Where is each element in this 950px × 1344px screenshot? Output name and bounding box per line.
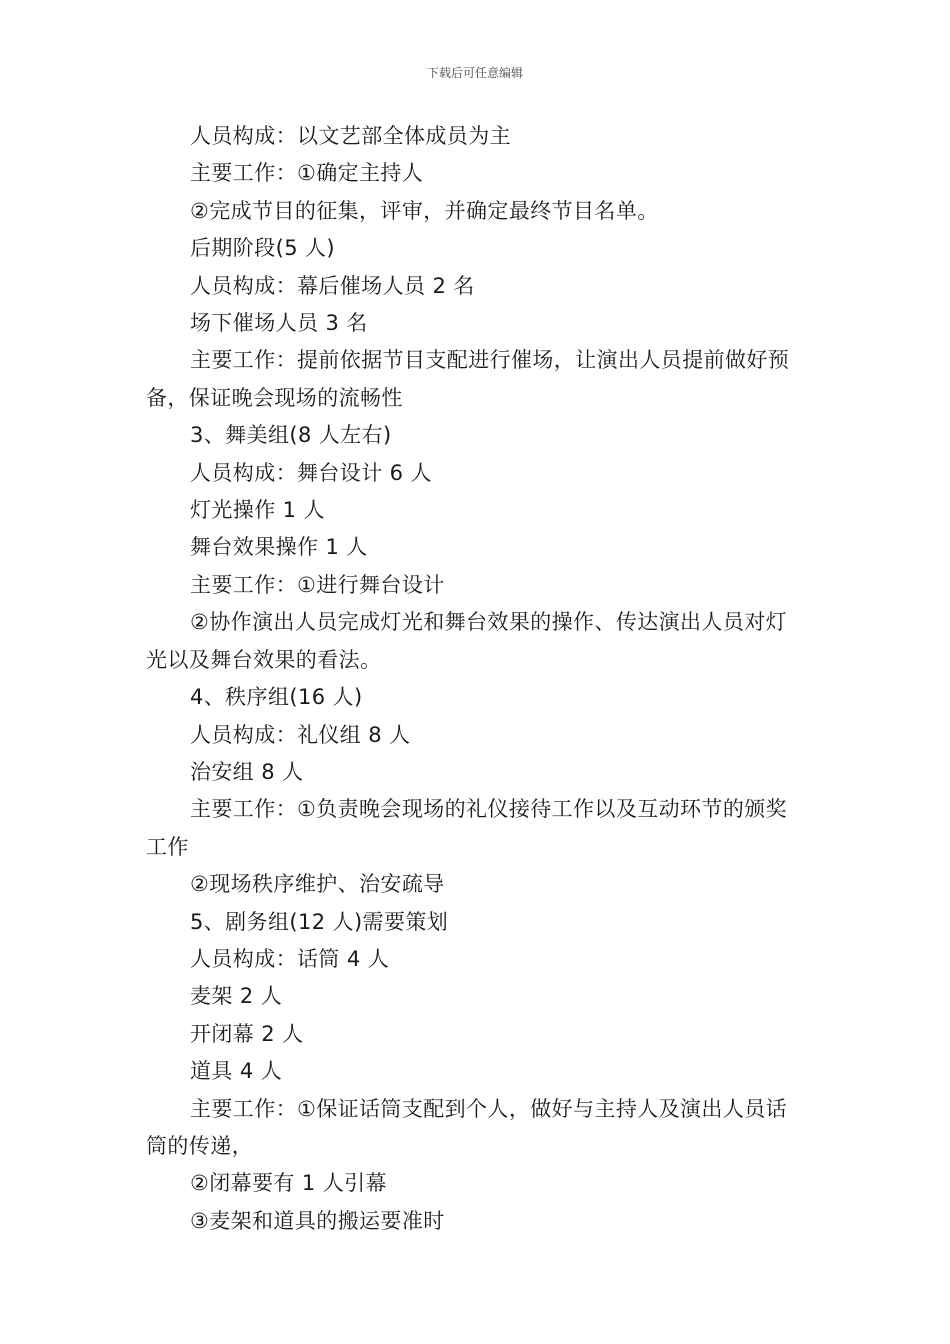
paragraph: 场下催场人员 3 名 (190, 311, 368, 336)
paragraph: 主要工作：①进行舞台设计 (190, 572, 445, 597)
paragraph: 主要工作：①保证话筒支配到个人，做好与主持人及演出人员话筒的传递， (146, 1096, 788, 1158)
paragraph: 人员构成：话筒 4 人 (190, 946, 390, 971)
paragraph: 人员构成：礼仪组 8 人 (190, 722, 411, 747)
section-heading: 4、秩序组(16 人) (190, 685, 363, 710)
paragraph: ②闭幕要有 1 人引幕 (190, 1171, 387, 1196)
paragraph: 治安组 8 人 (190, 759, 304, 784)
paragraph: 舞台效果操作 1 人 (190, 535, 368, 560)
paragraph: 灯光操作 1 人 (190, 498, 325, 523)
paragraph: 人员构成：幕后催场人员 2 名 (190, 273, 475, 298)
paragraph: ③麦架和道具的搬运要准时 (190, 1208, 445, 1233)
paragraph: 人员构成：以文艺部全体成员为主 (190, 124, 511, 148)
paragraph: 后期阶段(5 人) (190, 236, 336, 261)
paragraph: 主要工作：①确定主持人 (190, 161, 424, 186)
paragraph: 主要工作：提前依据节目支配进行催场，让演出人员提前做好预备，保证晚会现场的流畅性 (146, 348, 790, 410)
paragraph: 道具 4 人 (190, 1059, 283, 1084)
paragraph: ②协作演出人员完成灯光和舞台效果的操作、传达演出人员对灯光以及舞台效果的看法。 (146, 610, 788, 672)
section-heading: 5、剧务组(12 人)需要策划 (190, 909, 449, 934)
paragraph: ②现场秩序维护、治安疏导 (190, 872, 445, 897)
paragraph: 主要工作：①负责晚会现场的礼仪接待工作以及互动环节的颁奖工作 (146, 797, 788, 859)
paragraph: 开闭幕 2 人 (190, 1021, 304, 1046)
document-body (146, 118, 808, 1240)
paragraph: ②完成节目的征集，评审，并确定最终节目名单。 (190, 198, 659, 223)
page-header: 下载后可任意编辑 (426, 66, 523, 80)
paragraph: 人员构成：舞台设计 6 人 (190, 460, 432, 485)
section-heading: 3、舞美组(8 人左右) (190, 423, 392, 448)
paragraph: 麦架 2 人 (190, 984, 283, 1009)
